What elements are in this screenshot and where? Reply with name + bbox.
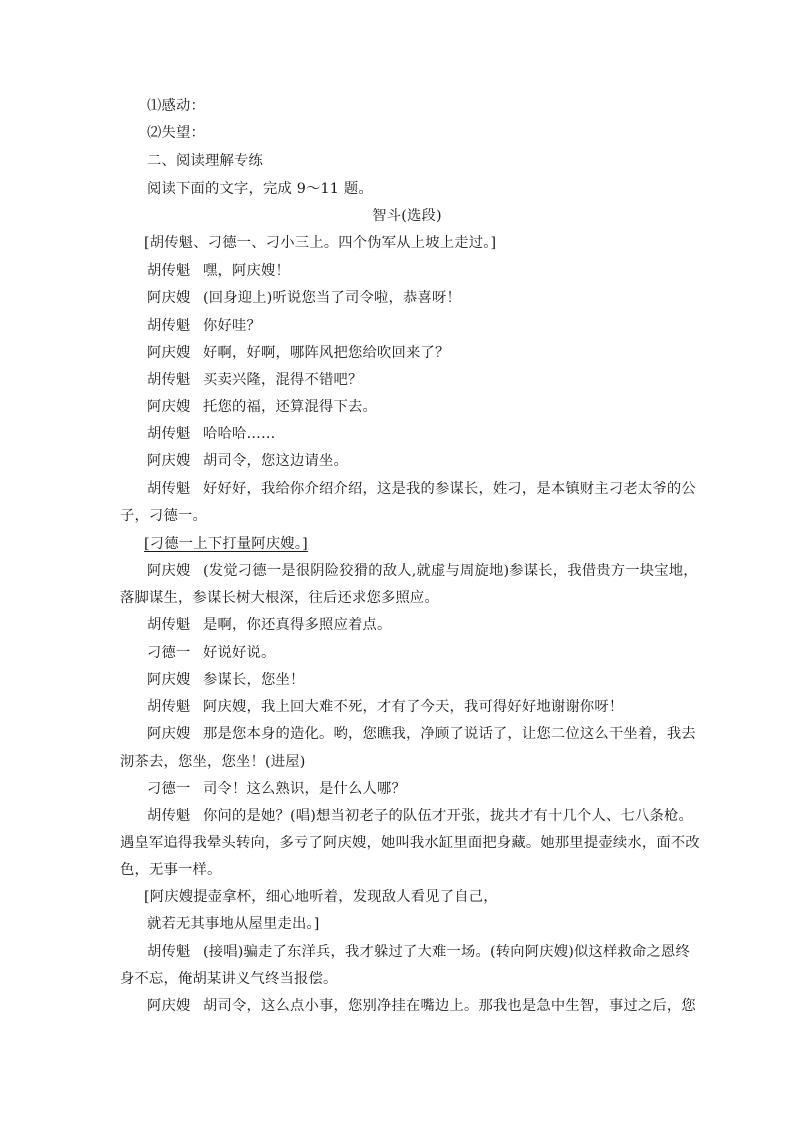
dialogue-line [147,370,362,390]
dialogue-continuation: 子，刁德一。 [120,508,207,524]
dialogue-text: 你好哇？ [203,318,261,334]
dialogue-line [147,806,693,826]
stage-direction [144,534,308,554]
speaker: 胡传魁 [147,944,191,960]
dialogue-text: 托您的福，还算混得下去。 [203,399,377,415]
section-heading: 二、阅读理解专练 [147,153,263,169]
dialogue-continuation: 遇皇军追得我晕头转向，多亏了阿庆嫂，她叫我水缸里面把身藏。她那里提壶续水，面不改 [120,835,700,851]
dialogue-continuation: 身不忘，俺胡某讲义气终当报偿。 [120,971,338,987]
speaker: 阿庆嫂 [147,998,191,1014]
dialogue-text: 那是您本身的造化。哟，您瞧我，净顾了说话了，让您二位这么干坐着，我去 [203,726,696,742]
question-2: ⑵失望： [147,125,205,141]
speaker: 阿庆嫂 [147,726,191,742]
dialogue-line [147,316,261,336]
dialogue-text: 胡司令，这么点小事，您别净挂在嘴边上。那我也是急中生智，事过之后，您 [203,998,696,1014]
dialogue-text: 阿庆嫂，我上回大难不死，才有了今天，我可得好好地谢谢你呀！ [203,699,624,715]
speaker: 阿庆嫂 [147,453,191,469]
dialogue-line [147,996,696,1016]
dialogue-text: 你问的是她？(唱)想当初老子的队伍才开张，拢共才有十几个人、七八条枪。 [203,808,693,824]
dialogue-text: 好好好，我给你介绍介绍，这是我的参谋长，姓刁，是本镇财主刁老太爷的公 [203,481,696,497]
speaker: 刁德一 [147,645,191,661]
speaker: 胡传魁 [147,372,191,388]
dialogue-line [147,451,348,471]
speaker: 胡传魁 [147,481,191,497]
dialogue-text: 胡司令，您这边请坐。 [203,453,348,469]
speaker: 胡传魁 [147,699,191,715]
dialogue-text: 是啊，你还真得多照应着点。 [203,617,392,633]
dialogue-line [147,424,275,444]
speaker: 胡传魁 [147,318,191,334]
dialogue-text: 嘿，阿庆嫂！ [203,263,290,279]
dialogue-line [147,288,461,308]
dialogue-text: 参谋长，您坐！ [203,672,305,688]
dialogue-line [147,724,696,744]
speaker: 阿庆嫂 [147,563,191,579]
speaker: 胡传魁 [147,808,191,824]
dialogue-text: (回身迎上)听说您当了司令啦，恭喜呀！ [203,290,462,306]
dialogue-continuation: 落脚谋生，参谋长树大根深，往后还求您多照应。 [120,590,439,606]
dialogue-line [147,779,406,799]
dialogue-line [147,343,449,363]
dialogue-text: 哈哈哈…… [203,426,276,442]
dialogue-text: 好说好说。 [203,645,276,661]
dialogue-text: 好啊，好啊，哪阵风把您给吹回来了？ [203,345,450,361]
dialogue-line [147,261,290,281]
stage-direction: [阿庆嫂提壶拿杯，细心地听着，发现敌人看见了自己， [144,889,498,905]
speaker: 阿庆嫂 [147,290,191,306]
speaker: 刁德一 [147,781,191,797]
dialogue-continuation: 沏茶去，您坐，您坐！(进屋) [120,754,306,770]
dialogue-line [147,643,275,663]
speaker: 阿庆嫂 [147,345,191,361]
dialogue-text: 买卖兴隆，混得不错吧？ [203,372,363,388]
question-1: ⑴感动： [147,98,205,114]
dialogue-line [147,670,304,690]
speaker: 阿庆嫂 [147,399,191,415]
dialogue-continuation: 色，无事一样。 [120,862,222,878]
dialogue-text: 司令！这么熟识，是什么人哪？ [203,781,406,797]
speaker: 胡传魁 [147,426,191,442]
stage-direction: [胡传魁、刁德一、刁小三上。四个伪军从上坡上走过。] [144,235,497,251]
dialogue-line [147,479,696,499]
instruction: 阅读下面的文字，完成 9～11 题。 [147,181,373,197]
dialogue-line [147,942,690,962]
dialogue-text: (发觉刁德一是很阴险狡猾的敌人,就虚与周旋地)参谋长，我借贵方一块宝地， [203,563,698,579]
dialogue-line [147,561,698,581]
dialogue-line [147,697,623,717]
speaker: 胡传魁 [147,617,191,633]
speaker: 阿庆嫂 [147,672,191,688]
passage-title: 智斗(选段) [372,208,442,224]
speaker: 胡传魁 [147,263,191,279]
dialogue-text: (接唱)骗走了东洋兵，我才躲过了大难一场。(转向阿庆嫂)似这样救命之恩终 [203,944,691,960]
dialogue-line [147,615,391,635]
stage-direction-underlined: [刁德一上下打量阿庆嫂。] [144,536,308,552]
stage-direction-continuation: 就若无其事地从屋里走出。] [147,916,320,932]
dialogue-line [147,397,377,417]
